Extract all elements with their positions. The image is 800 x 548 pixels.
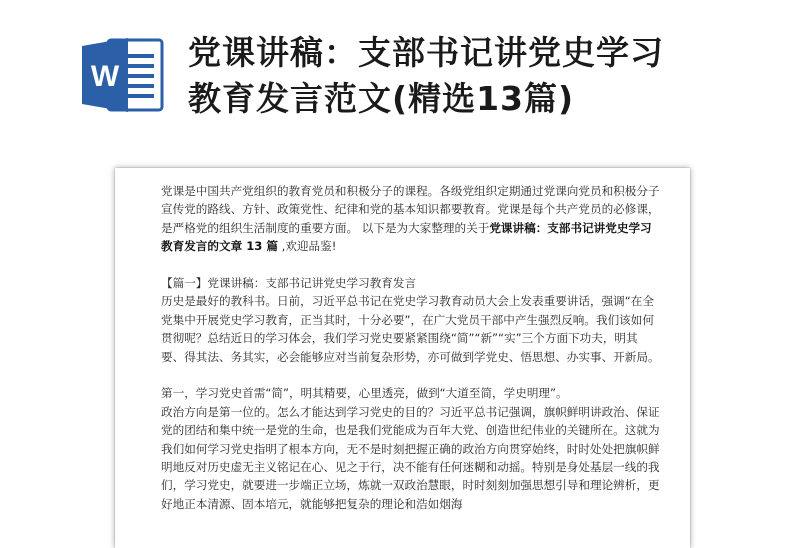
document-page: [115, 168, 690, 548]
section-heading: 【篇一】党课讲稿：支部书记讲党史学习教育发言: [161, 276, 417, 291]
page-title-line-2: 教育发言范文(精选13篇): [188, 79, 575, 118]
page-title-line-1: 党课讲稿：支部书记讲党史学习: [188, 33, 664, 72]
document-preview-header: [0, 0, 800, 150]
paragraph-gap: [161, 366, 660, 384]
point-1-heading: 第一，学习党史首需“简”，明其精要，心里透亮，做到“大道至简，学史明理”。: [161, 386, 568, 401]
word-icon-letter: W: [90, 60, 120, 93]
word-document-icon: [78, 34, 166, 116]
intro-tail: ,欢迎品鉴!: [277, 239, 337, 254]
document-body: [161, 182, 660, 513]
intro-paragraph: [161, 182, 660, 256]
intro-text: 党课是中国共产党组织的教育党员和积极分子的课程。各级党组织定期通过党课向党员和积极分子宣传党的路线、方针、政策党性、纪律和党的基本知识都要教育。党课是每个共产党员的必修课，是严格党的组织生活制度的重要方面。 以下是为大家整理的关于: [161, 184, 660, 235]
intro-bold-title: 党课讲稿：支部书记讲党史学习教育发言的文章 13 篇: [161, 220, 652, 254]
body-paragraph-1: 历史是最好的教科书。日前，习近平总书记在党史学习教育动员大会上发表重要讲话，强调“在全党集中开展党史学习教育，正当其时，十分必要”，在广大党员干部中产生强烈反响。我们该如何贯彻呢？总结近日的学习体会，我们学习党史要紧紧围绕“简”“新”“实”三个方面下功夫，明其要、得其法、务其实，必会能够应对当前复杂形势，亦可做到学党史、悟思想、办实事、开新局。: [161, 294, 660, 364]
body-paragraph-2: 政治方向是第一位的。怎么才能达到学习党史的目的？习近平总书记强调，旗帜鲜明讲政治、保证党的团结和集中统一是党的生命，也是我们党能成为百年大党、创造世纪伟业的关键所在。这就为我们如何学习党史指明了根本方向，无不是时刻把握正确的政治方向贯穿始终，时时处处把旗帜鲜明地反对历史虚无主义铭记在心、见之于行，决不能有任何迷糊和动摇。特别是身处基层一线的我们，学习党史，就要进一步端正立场，炼就一双政治慧眼，时时刻刻加强思想引导和理论辨析，更好地正本清源、固本培元，就能够把复杂的理论和浩如烟海: [161, 404, 660, 511]
paragraph-gap: [161, 256, 660, 274]
page-title: [188, 30, 788, 122]
